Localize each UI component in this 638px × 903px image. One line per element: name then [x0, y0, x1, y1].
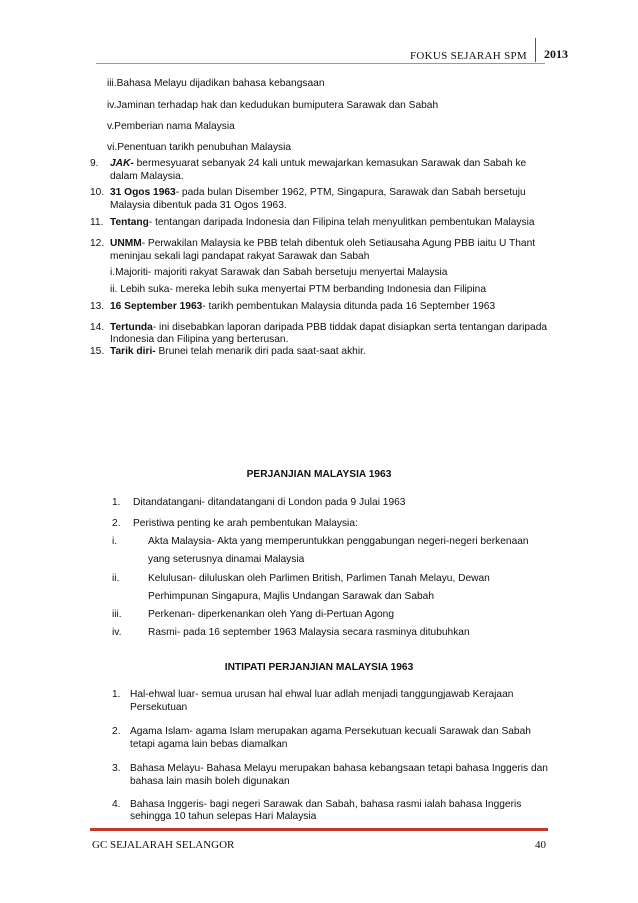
list-item: [110, 345, 366, 358]
item-number: 4.: [112, 799, 121, 810]
item-term: Tarik diri-: [110, 346, 156, 357]
list-item: Bahasa Melayu- Bahasa Melayu merupakan bahasa kebangsaan tetapi bahasa Inggeris dan: [130, 763, 548, 774]
item-number: 1.: [112, 689, 121, 700]
page-number: 40: [535, 839, 546, 851]
item-term: Tertunda: [110, 322, 153, 333]
item-number: i.: [112, 536, 118, 547]
item-text: - tentangan daripada Indonesia dan Filipina telah menyulitkan pembentukan Malaysia: [148, 217, 535, 228]
item-text: - pada bulan Disember 1962, PTM, Singapura, Sarawak dan Sabah bersetuju: [175, 187, 526, 198]
list-item: iv.Jaminan terhadap hak dan kedudukan bumiputera Sarawak dan Sabah: [107, 100, 439, 111]
list-item: Rasmi- pada 16 september 1963 Malaysia secara rasminya ditubuhkan: [148, 627, 470, 638]
item-text-cont: tetapi agama lain bebas diamalkan: [130, 739, 288, 750]
list-item: v.Pemberian nama Malaysia: [107, 121, 235, 132]
item-number: 2.: [112, 726, 121, 737]
item-term: JAK-: [110, 158, 134, 169]
item-term: 16 September 1963: [110, 301, 203, 312]
item-term: UNMM: [110, 238, 142, 249]
item-number: 14.: [90, 322, 105, 333]
item-text-cont: Persekutuan: [130, 702, 188, 713]
item-text: - Perwakilan Malaysia ke PBB telah dibentuk oleh Setiausaha Agung PBB iaitu U Thant: [141, 238, 536, 249]
header-year: 2013: [544, 47, 568, 61]
item-text-cont: sehingga 10 tahun selepas Hari Malaysia: [130, 811, 317, 822]
item-number: 15.: [90, 346, 105, 357]
item-number: 13.: [90, 301, 105, 312]
list-item: Hal-ehwal luar- semua urusan hal ehwal luar adlah menjadi tanggungjawab Kerajaan: [130, 689, 514, 700]
item-number: iii.: [112, 609, 122, 620]
footer-rule: [90, 828, 548, 831]
item-number: ii.: [112, 573, 120, 584]
list-item: Perkenan- diperkenankan oleh Yang di-Pertuan Agong: [148, 609, 395, 620]
item-number: 9.: [90, 158, 99, 169]
header-title: FOKUS SEJARAH SPM: [410, 50, 527, 62]
item-text: bermesyuarat sebanyak 24 kali untuk mewajarkan kemasukan Sarawak dan Sabah ke: [133, 158, 527, 169]
list-item: Kelulusan- diluluskan oleh Parlimen British, Parlimen Tanah Melayu, Dewan: [148, 573, 490, 584]
list-item: [110, 186, 526, 199]
item-text: - tarikh pembentukan Malaysia ditunda pada 16 September 1963: [202, 301, 496, 312]
section-heading: INTIPATI PERJANJIAN MALAYSIA 1963: [224, 662, 414, 673]
item-text: Brunei telah menarik diri pada saat-saat akhir.: [155, 346, 366, 357]
item-text-cont: Perhimpunan Singapura, Majlis Undangan Sarawak dan Sabah: [148, 591, 435, 602]
list-item: [110, 237, 535, 250]
item-number: 3.: [112, 763, 121, 774]
item-term: 31 Ogos 1963: [110, 187, 176, 198]
item-text-cont: bahasa lain masih boleh digunakan: [130, 776, 290, 787]
section-heading: PERJANJIAN MALAYSIA 1963: [246, 469, 392, 480]
item-number: 11.: [90, 217, 104, 228]
list-item: Agama Islam- agama Islam merupakan agama Persekutuan kecuali Sarawak dan Sabah: [130, 726, 531, 737]
item-number: 10.: [90, 187, 105, 198]
item-number: 12.: [90, 238, 105, 249]
list-item: [110, 157, 526, 170]
item-text-cont: meninjau sekali lagi pandapat rakyat Sarawak dan Sabah: [110, 251, 370, 262]
list-item: [110, 300, 495, 313]
item-text-cont: dalam Malaysia.: [110, 171, 184, 182]
list-item: [110, 216, 535, 229]
item-text: - ini disebabkan laporan daripada PBB tiddak dapat disiapkan serta tentangan daripada: [152, 322, 548, 333]
list-item: Peristiwa penting ke arah pembentukan Malaysia:: [133, 518, 358, 529]
list-item: Akta Malaysia- Akta yang memperuntukkan penggabungan negeri-negeri berkenaan: [148, 536, 529, 547]
list-item: vi.Penentuan tarikh penubuhan Malaysia: [107, 142, 292, 153]
item-number: iv.: [112, 627, 122, 638]
header-rule: [96, 63, 545, 64]
item-text-cont: Indonesia dan Filipina yang berterusan.: [110, 334, 289, 345]
list-item: iii.Bahasa Melayu dijadikan bahasa kebangsaan: [107, 78, 325, 89]
footer-label: GC SEJALARAH SELANGOR: [92, 839, 235, 851]
item-number: 1.: [112, 497, 121, 508]
sub-item: i.Majoriti- majoriti rakyat Sarawak dan Sabah bersetuju menyertai Malaysia: [110, 267, 448, 278]
item-term: Tentang: [110, 217, 149, 228]
page-header: [410, 38, 568, 62]
item-text-cont: yang seterusnya dinamai Malaysia: [148, 554, 305, 565]
list-item: Bahasa Inggeris- bagi negeri Sarawak dan Sabah, bahasa rasmi ialah bahasa Inggeris: [130, 799, 522, 810]
sub-item: ii. Lebih suka- mereka lebih suka menyertai PTM berbanding Indonesia dan Filipina: [110, 284, 487, 295]
item-text-cont: Malaysia dibentuk pada 31 Ogos 1963.: [110, 200, 287, 211]
list-item: Ditandatangani- ditandatangani di London pada 9 Julai 1963: [133, 497, 406, 508]
item-number: 2.: [112, 518, 121, 529]
